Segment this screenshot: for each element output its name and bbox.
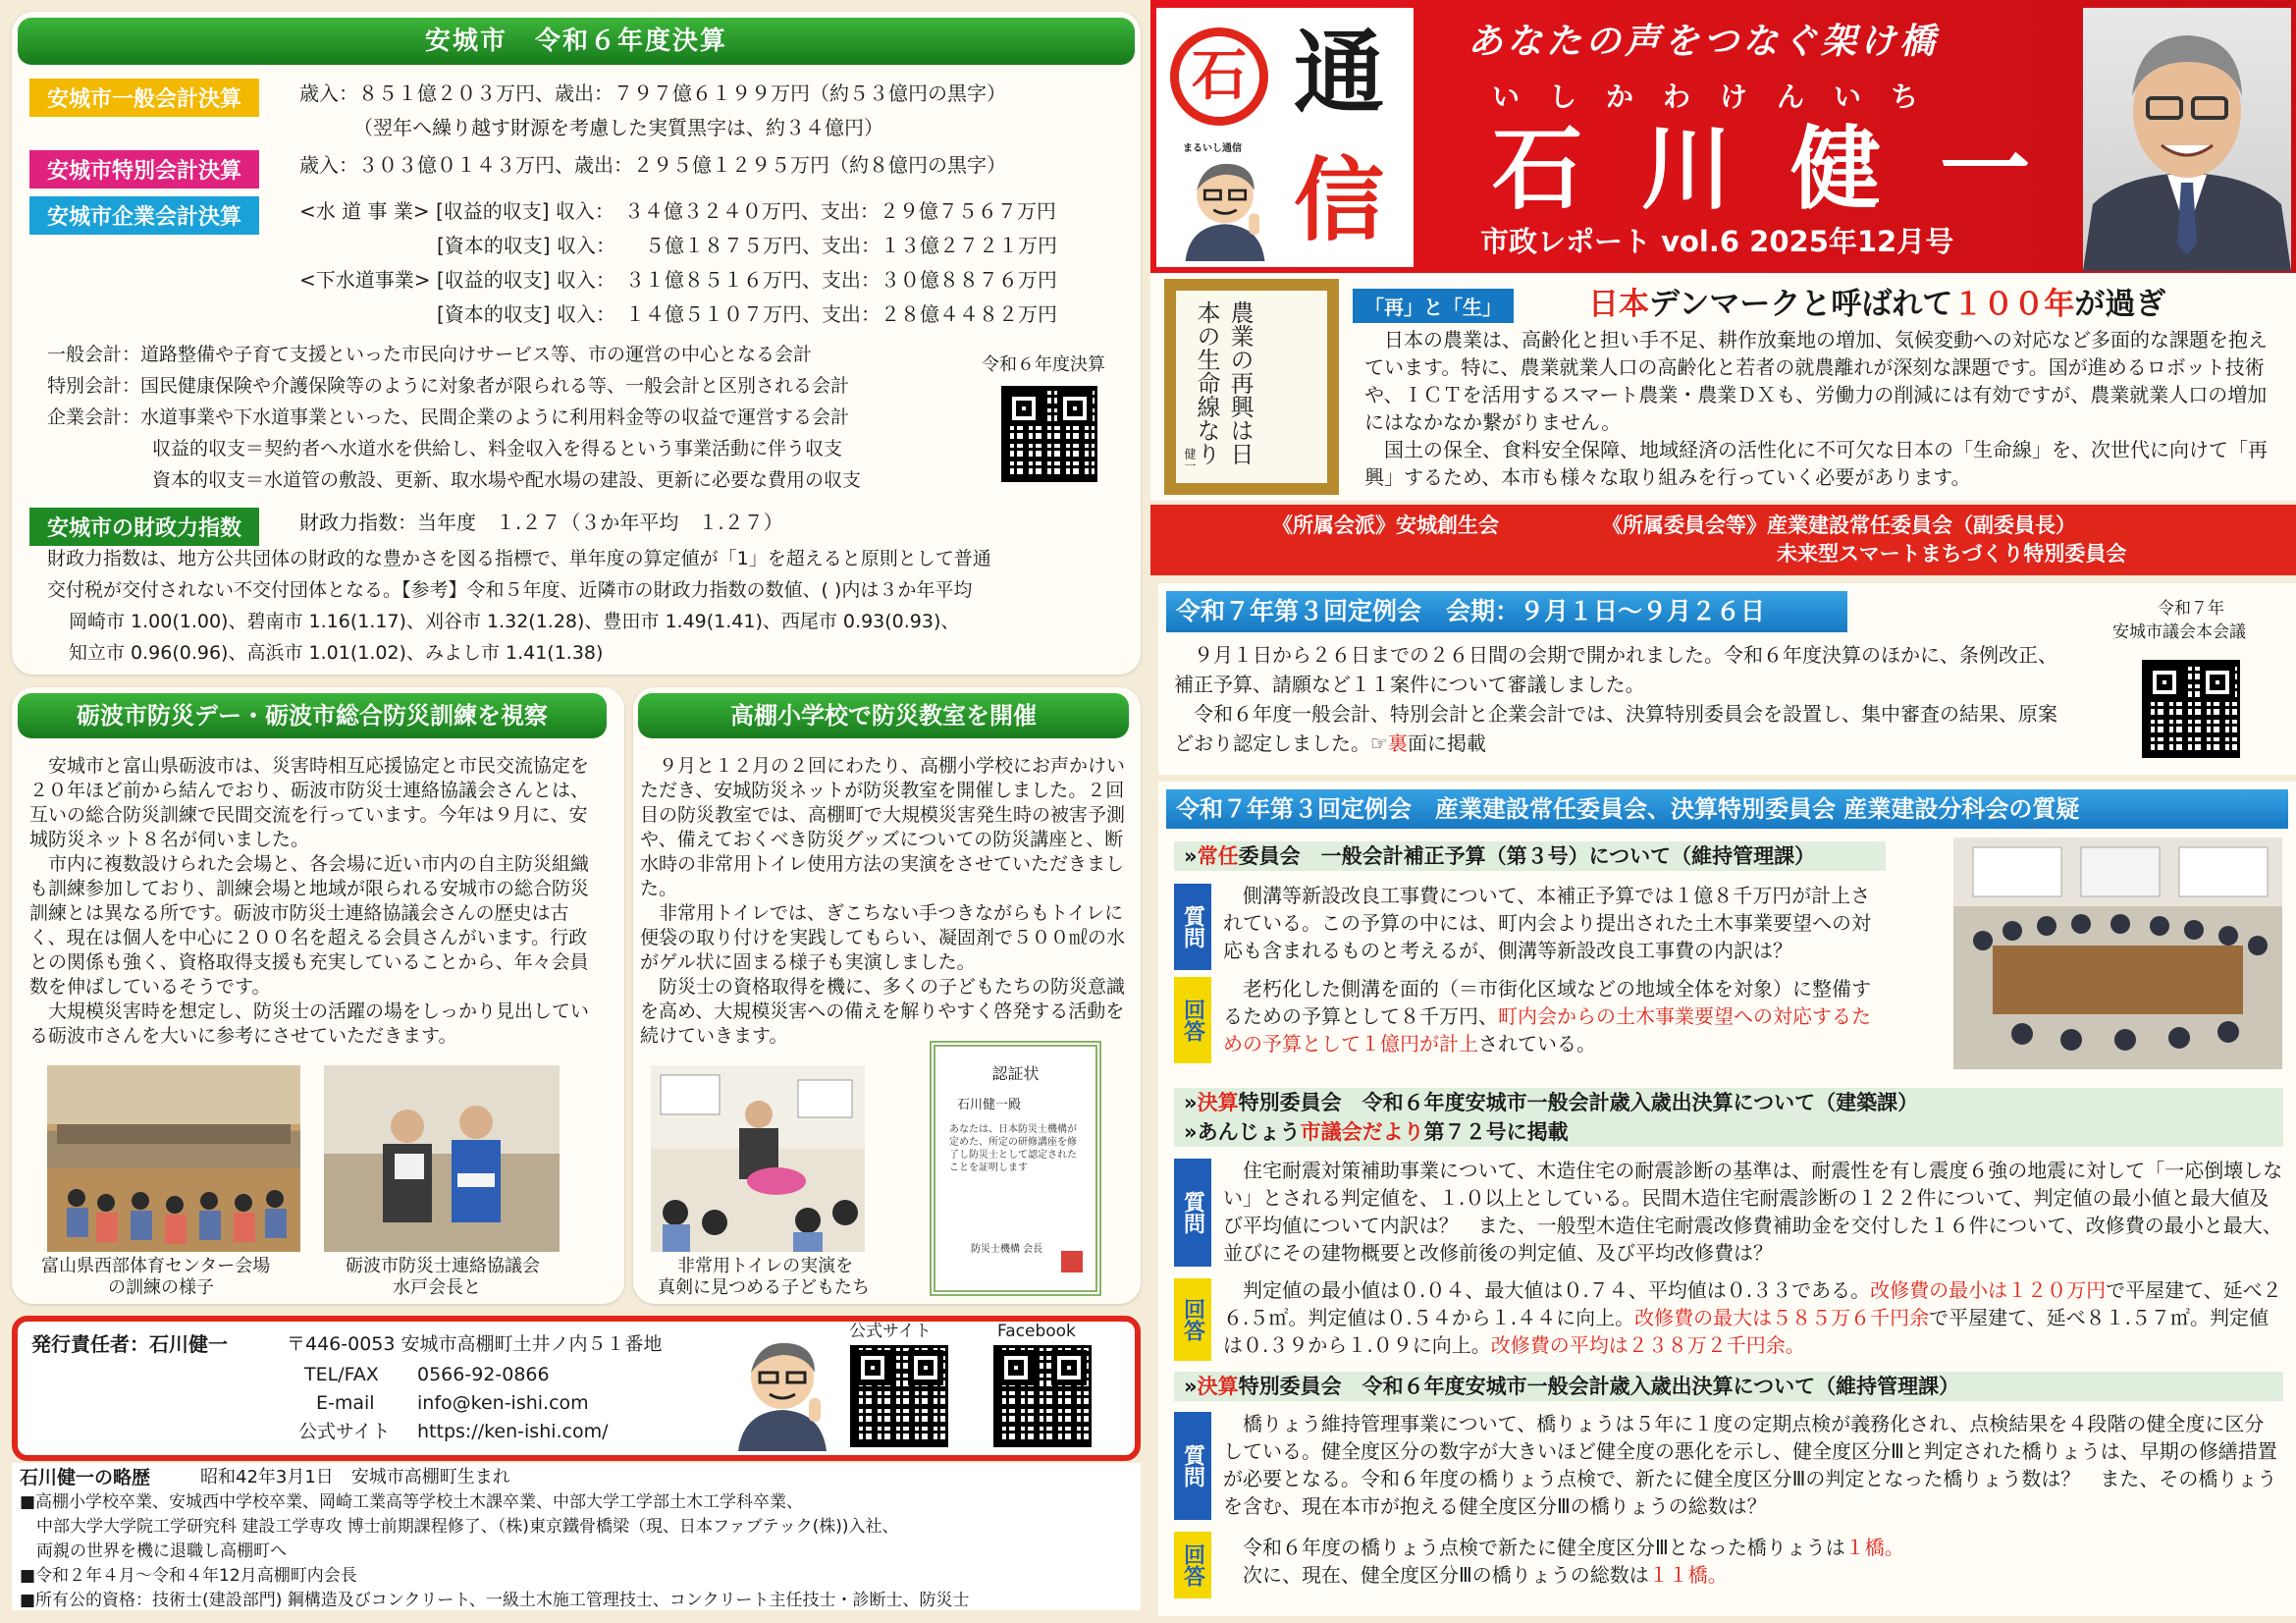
qa3-answer-mark: 回答 [1174, 1532, 1211, 1598]
certificate-footer: 防災士機構 会長 [971, 1244, 1043, 1255]
site-label: 公式サイト [298, 1421, 391, 1442]
site-link[interactable]: https://ken-ishi.com/ [417, 1421, 609, 1442]
logo-char-shin: 信 [1294, 148, 1385, 253]
tonami-chairman-photo [324, 1065, 560, 1252]
certificate-seal [1061, 1251, 1083, 1272]
qr1-label: 公式サイト [849, 1322, 932, 1341]
session-qr-code[interactable] [2142, 660, 2240, 758]
tonami-caption2-line1: 砺波市防災士連絡協議会 [346, 1256, 540, 1276]
facebook-qr-code[interactable] [993, 1345, 1092, 1447]
enterprise-row: <下水道事業> [収益的収支] 収入： ３１億８５１６万円、支出：３０億８８７６万円 [299, 268, 1057, 292]
logo-mascot-icon [1176, 155, 1274, 261]
certificate-title: 認証状 [991, 1064, 1040, 1083]
qa1-question-mark: 質問 [1174, 884, 1211, 970]
session-body: ９月１日から２６日までの２６日間の会期で開かれました。令和６年度決算のほかに、条例改正、補正予算、請願など１１案件について審議しました。 令和６年度一般会計、特別会計と企業会計では、決算特別委員会を設置し、集中審査の結果、原案どおり認定しました。☞裏面に掲載 [1174, 643, 2057, 755]
representative-name: 石 川 健 一 [1492, 117, 2045, 222]
bio-title: 石川健一の略歴 [20, 1467, 151, 1488]
bio-line: 両親の世界を機に退職し高棚町へ [20, 1542, 287, 1561]
qa2-answer: 判定値の最小値は０.０４、最大値は０.７４、平均値は０.３３である。改修費の最小は１２０万円で平屋建て、延べ２６.５㎡。判定値は０.５４から１.４４に向上。改修費の最大は５８５万６千円余で平屋建て、延べ８１.５７㎡。判定値は０.３９から１.０９に向上。改修費の平均は２３８万２千円余。 [1223, 1278, 2282, 1357]
mascot-label: まるいし通信 [1183, 143, 1242, 154]
enterprise-row: [資本的収支] 収入： １４億５１０７万円、支出：２８億４４８２万円 [437, 302, 1057, 326]
bio-line: 中部大学大学院工学研究科 建設工学専攻 博士前期課程修了、（株)東京鐵骨橋梁（現、日本ファブテック(株))入社、 [20, 1517, 899, 1537]
certificate-name: 石川健一殿 [957, 1098, 1022, 1112]
qa1-heading: »常任委員会 一般会計補正予算（第３号）について（維持管理課） [1174, 841, 1886, 871]
enterprise-row: [資本的収支] 収入： ５億１８７５万円、支出：１３億２７２１万円 [437, 234, 1057, 257]
enterprise-row: <水 道 事 業> [収益的収支] 収入： ３４億３２４０万円、支出：２９億７５６７万円 [299, 199, 1056, 223]
definition-row: 資本的収支＝水道管の敷設、更新、取水場や配水場の建設、更新に必要な費用の収支 [152, 469, 862, 491]
fiscal-index-tag: 安城市の財政力指数 [29, 508, 259, 546]
fiscal-index-line: 財政力指数：当年度 １.２７（３か年平均 １.２７） [299, 511, 783, 534]
definition-row: 一般会計：道路整備や子育て支援といった市民向けサービス等、市の運営の中心となる会計 [47, 344, 813, 365]
fiscal-row: 岡崎市 1.00(1.00)、碧南市 1.16(1.17)、刈谷市 1.32(1.28)、豊田市 1.49(1.41)、西尾市 0.93(0.93)、 [69, 611, 960, 632]
school-title: 高棚小学校で防災教室を開催 [638, 693, 1129, 738]
enterprise-account-tag: 安城市企業会計決算 [29, 196, 259, 235]
email-label: E-mail [316, 1392, 375, 1414]
budget-qr-label: 令和６年度決算 [982, 354, 1105, 375]
calligraphy-text: 農業の再興は日本の生命線なり [1193, 300, 1254, 465]
tonami-caption1-line2: の訓練の様子 [108, 1277, 214, 1298]
definition-row: 企業会計：水道事業や下水道事業といった、民間企業のように利用料金等の収益で運営する会計 [47, 406, 850, 428]
website-qr-code[interactable] [850, 1345, 948, 1447]
school-caption-line2: 真剣に見つめる子どもたち [658, 1277, 870, 1298]
tonami-caption1-line1: 富山県西部体育センター会場 [41, 1256, 271, 1276]
qa3-heading: »決算特別委員会 令和６年度安城市一般会計歳入歳出決算について（維持管理課） [1174, 1372, 2283, 1401]
certificate [930, 1041, 1101, 1296]
definition-row: 特別会計：国民健康保険や介護保険等のように対象者が限られる等、一般会計と区別される会計 [47, 375, 850, 397]
logo-char-tsu: 通 [1294, 21, 1385, 126]
name-furigana: いしかわけんいち [1492, 81, 1949, 113]
email-link[interactable]: info@ken-ishi.com [417, 1392, 589, 1414]
mascot-avatar [728, 1333, 836, 1451]
qa1-answer: 老朽化した側溝を面的（＝市街化区域などの地域全体を対象）に整備するための予算として８千万円、町内会からの土木事業要望への対応するための予算として１億円が計上されている。 [1223, 977, 1871, 1055]
qa1-answer-mark: 回答 [1174, 977, 1211, 1063]
fiscal-row: 知立市 0.96(0.96)、高浜市 1.01(1.02)、みよし市 1.41(1.38) [69, 642, 604, 664]
special-account-tag: 安城市特別会計決算 [29, 150, 259, 189]
session-qr-label2: 安城市議会本会議 [2112, 622, 2246, 642]
calligraphy-sign: 健一 [1183, 448, 1197, 471]
budget-title: 安城市 令和６年度決算 [18, 18, 1135, 65]
intro-body: 日本の農業は、高齢化と担い手不足、耕作放棄地の増加、気候変動への対応など多面的な課題を抱えています。特に、農業就業人口の高齢化と若者の就農離れが深刻な課題です。国が進めるロボット技術や、ＩＣＴを活用するスマート農業・農業ＤＸも、労働力の削減には有効ですが、農業就業人口の増加にはなかなか繋がりません。 国土の保全、食料安全保障、地域経済の活性化に不可欠な日本の「生命線」を、次世代に向けて「再興」するため、本市も様々な取り組みを行っていく必要があります。 [1364, 328, 2268, 489]
intro-tag: 「再」と「生」 [1353, 289, 1514, 323]
bio-line: ■高棚小学校卒業、安城西中学校卒業、岡崎工業高等学校土木課卒業、中部大学工学部土木工学科卒業、 [20, 1492, 804, 1512]
fiscal-row: 交付税が交付されない不交付団体となる。【参考】令和５年度、近隣市の財政力指数の数値、( )内は３か年平均 [47, 579, 973, 601]
bio-line: ■所有公的資格：技術士(建設部門) 鋼構造及びコンクリート、一級土木施工管理技士、コンクリート主任技士・診断士、防災士 [20, 1591, 970, 1610]
session-qr-label1: 令和７年 [2158, 599, 2224, 619]
qa1-question: 側溝等新設改良工事費について、本補正予算では１億８千万円が計上されている。この予算の中には、町内会より提出された土木事業要望への対応も含まれるものと考えるが、側溝等新設改良工事費の内訳は？ [1223, 884, 1871, 962]
portrait-photo [2083, 8, 2291, 271]
general-account-line1: 歳入：８５１億２０３万円、歳出：７９７億６１９９万円（約５３億円の黒字） [299, 81, 1006, 105]
tel-value: 0566-92-0866 [417, 1364, 550, 1385]
qa-title: 令和７年第３回定例会 産業建設常任委員会、決算特別委員会 産業建設分科会の質疑 [1166, 789, 2288, 829]
publisher-label: 発行責任者：石川健一 [31, 1332, 228, 1356]
affiliation-special: 未来型スマートまちづくり特別委員会 [1777, 542, 2127, 566]
school-caption-line1: 非常用トイレの実演を [677, 1256, 854, 1276]
certificate-body: あなたは、日本防災士機構が定めた、所定の研修講座を修了し防災士として認定されたことを証明します [949, 1124, 1077, 1173]
qa3-answer: 令和６年度の橋りょう点検で新たに健全度区分Ⅲとなった橋りょうは１橋。 次に、現在、健全度区分Ⅲの橋りょうの総数は１１橋。 [1223, 1536, 1904, 1587]
bio-birth: 昭和42年3月1日 安城市高棚町生まれ [200, 1467, 510, 1488]
fiscal-row: 財政力指数は、地方公共団体の財政的な豊かさを図る指標で、単年度の算定値が「1」を超えると原則として普通 [47, 548, 991, 569]
tonami-gym-photo [47, 1065, 300, 1252]
general-account-tag: 安城市一般会計決算 [29, 79, 259, 117]
tel-label: TEL/FAX [304, 1364, 379, 1385]
session-title: 令和７年第３回定例会 会期：９月１日〜９月２６日 [1166, 591, 1847, 632]
special-account-line: 歳入：３０３億０１４３万円、歳出：２９５億１２９５万円（約８億円の黒字） [299, 153, 1006, 177]
logo-circle: 石 [1170, 27, 1268, 126]
tonami-caption2-line2: 水戸会長と [393, 1277, 481, 1298]
slogan: あなたの声をつなぐ架け橋 [1468, 22, 1940, 62]
school-toilet-photo [651, 1065, 865, 1252]
affiliation-committee: 《所属委員会等》産業建設常任委員会（副委員長） [1602, 514, 2076, 537]
qa2-answer-mark: 回答 [1174, 1278, 1211, 1361]
qa2-question-mark: 質問 [1174, 1159, 1211, 1267]
qa2-heading-line2: »あんじょう市議会だより第７２号に掲載 [1174, 1117, 2283, 1147]
affiliation-faction: 《所属会派》安城創生会 [1272, 514, 1499, 537]
report-issue: 市政レポート vol.6 2025年12月号 [1480, 225, 1954, 258]
qa2-question: 住宅耐震対策補助事業について、木造住宅の耐震診断の基準は、耐震性を有し震度６強の地震に対して「一応倒壊しない」とされる判定値を、１.０以上としている。民間木造住宅耐震診断の１２２件について、判定値の最小値と最大値及び平均値について内訳は？ また、一般型木造住宅耐震改修費補助金を交付した１６件について、改修費の最小と最大、並びにその建物概要と改修前後の判定値、及び平均改修費は？ [1223, 1159, 2283, 1265]
tonami-body: 安城市と富山県砺波市は、災害時相互応援協定と市民交流協定を２０年ほど前から結んでおり、砺波市防災士連絡協議会さんとは、互いの総合防災訓練で民間交流を行っています。今年は９月に、安城防災ネット８名が伺いました。 市内に複数設けられた会場と、各会場に近い市内の自主防災組織も訓練参加しており、訓練会場と地域が限られる安城市の総合防災訓練とは異なる所です。砺波市防災士連絡協議会さんの歴史は古く、現在は個人を中心に２００名を超える会員さんがいます。行政との関係も強く、資格取得支援も充実していることから、年々会員数を伸ばしているそうです。 大規模災害時を想定し、防災士の活躍の場をしっかり見出している砺波市さんを大いに参考にさせていただきます。 [29, 755, 590, 1047]
qa3-question: 橋りょう維持管理事業について、橋りょうは５年に１度の定期点検が義務化され、点検結果を４段階の健全度に区分している。健全度区分の数字が大きいほど健全度の悪化を示し、健全度区分Ⅲと判定された橋りょうは、早期の修繕措置が必要となる。令和６年度の橋りょう点検で、新たに健全度区分Ⅲの判定となった橋りょう数は？ また、その橋りょうを含む、現在本市が抱える健全度区分Ⅲの橋りょうの総数は？ [1223, 1412, 2277, 1518]
budget-qr-code[interactable] [1001, 386, 1097, 482]
qa2-heading-line1: »決算特別委員会 令和６年度安城市一般会計歳入歳出決算について（建築課） [1174, 1088, 2283, 1117]
qr2-label: Facebook [997, 1322, 1076, 1341]
general-account-line2: （翌年へ繰り越す財源を考慮した実質黒字は、約３４億円） [353, 116, 883, 139]
committee-meeting-photo [1953, 838, 2282, 1069]
tonami-title: 砺波市防災デー・砺波市総合防災訓練を視察 [18, 693, 607, 738]
qa3-question-mark: 質問 [1174, 1412, 1211, 1520]
intro-headline: 日本デンマークと呼ばれて１００年が過ぎ [1588, 287, 2166, 322]
contact-address: 〒446-0053 安城市高棚町土井ノ内５１番地 [287, 1333, 663, 1355]
school-body: ９月と１２月の２回にわたり、高棚小学校にお声かけいただき、安城防災ネットが防災教室を開催しました。２回目の防災教室では、高棚町で大規模災害発生時の被害予測や、備えておくべき防災グッズについての防災講座と、断水時の非常用トイレ使用方法の実演をさせていただきました。 非常用トイレでは、ぎこちない手つきながらもトイレに便袋の取り付けを実践してもらい、凝固剤で５００㎖の水がゲル状に固まる様子も実演しました。 防災士の資格取得を機に、多くの子どもたちの防災意識を高め、大規模災害への備えを解りやすく啓発する活動を続けていきます。 [640, 755, 1126, 1047]
calligraphy-frame [1164, 279, 1339, 495]
definition-row: 収益的収支＝契約者へ水道水を供給し、料金収入を得るという事業活動に伴う収支 [152, 438, 843, 460]
bio-line: ■令和２年４月〜令和４年12月高棚町内会長 [20, 1566, 357, 1586]
